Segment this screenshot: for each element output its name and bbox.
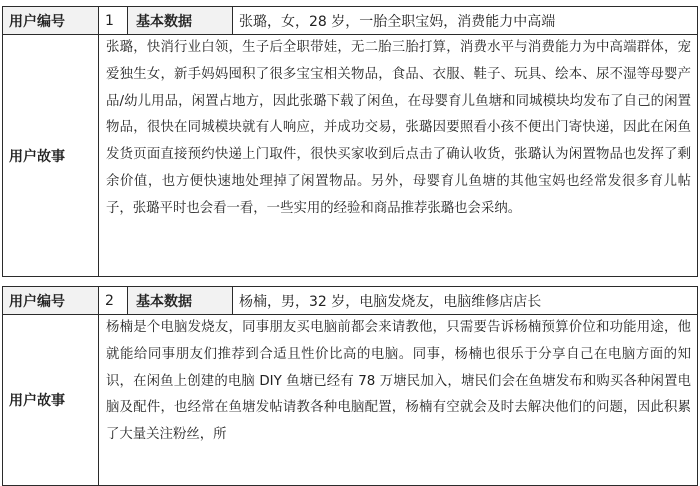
user-id-value: 1 [99, 7, 128, 35]
user-story-label: 用户故事 [3, 35, 99, 277]
user-id-label: 用户编号 [3, 7, 99, 35]
user-story-text: 杨楠是个电脑发烧友，同事朋友买电脑前都会来请教他，只需要告诉杨楠预算价位和功能用途，他就能给同事朋友们推荐到合适且性价比高的电脑。同事，杨楠也很乐于分享自己在电脑方面的知识，在闲鱼上创建的电脑 DIY 鱼塘已经有 78 万塘民加入，塘民们会在鱼塘发布和购买各种闲置电脑及配件，也经常在鱼塘发帖请教各种电脑配置，杨楠有空就会及时去解决他们的问题，因此积累了大量关注粉丝，所 [99, 315, 698, 486]
basic-data-value: 杨楠，男，32 岁，电脑发烧友，电脑维修店店长 [233, 287, 698, 315]
record-story-row [3, 315, 698, 486]
user-id-label: 用户编号 [3, 287, 99, 315]
basic-data-label: 基本数据 [128, 7, 233, 35]
record-header-row [3, 287, 698, 315]
basic-data-label: 基本数据 [128, 287, 233, 315]
record-story-row [3, 35, 698, 277]
user-story-label: 用户故事 [3, 315, 99, 486]
user-id-value: 2 [99, 287, 128, 315]
basic-data-value: 张璐，女，28 岁，一胎全职宝妈，消费能力中高端 [233, 7, 698, 35]
user-story-text: 张璐，快消行业白领，生子后全职带娃，无二胎三胎打算，消费水平与消费能力为中高端群体，宠爱独生女，新手妈妈囤积了很多宝宝相关物品，食品、衣服、鞋子、玩具、绘本、尿不湿等母婴产品/幼儿用品，闲置占地方，因此张璐下载了闲鱼，在母婴育儿鱼塘和同城模块均发布了自己的闲置物品，很快在同城模块就有人响应，并成功交易，张璐因要照看小孩不便出门寄快递，因此在闲鱼发货页面直接预约快递上门取件，很快买家收到后点击了确认收货，张璐认为闲置物品也发挥了剩余价值，也方便快速地处理掉了闲置物品。另外，母婴育儿鱼塘的其他宝妈也经常发很多育儿帖子，张璐平时也会看一看，一些实用的经验和商品推荐张璐也会采纳。 [99, 35, 698, 277]
record-header-row [3, 7, 698, 35]
user-record-1 [2, 6, 698, 277]
user-record-2 [2, 286, 698, 486]
